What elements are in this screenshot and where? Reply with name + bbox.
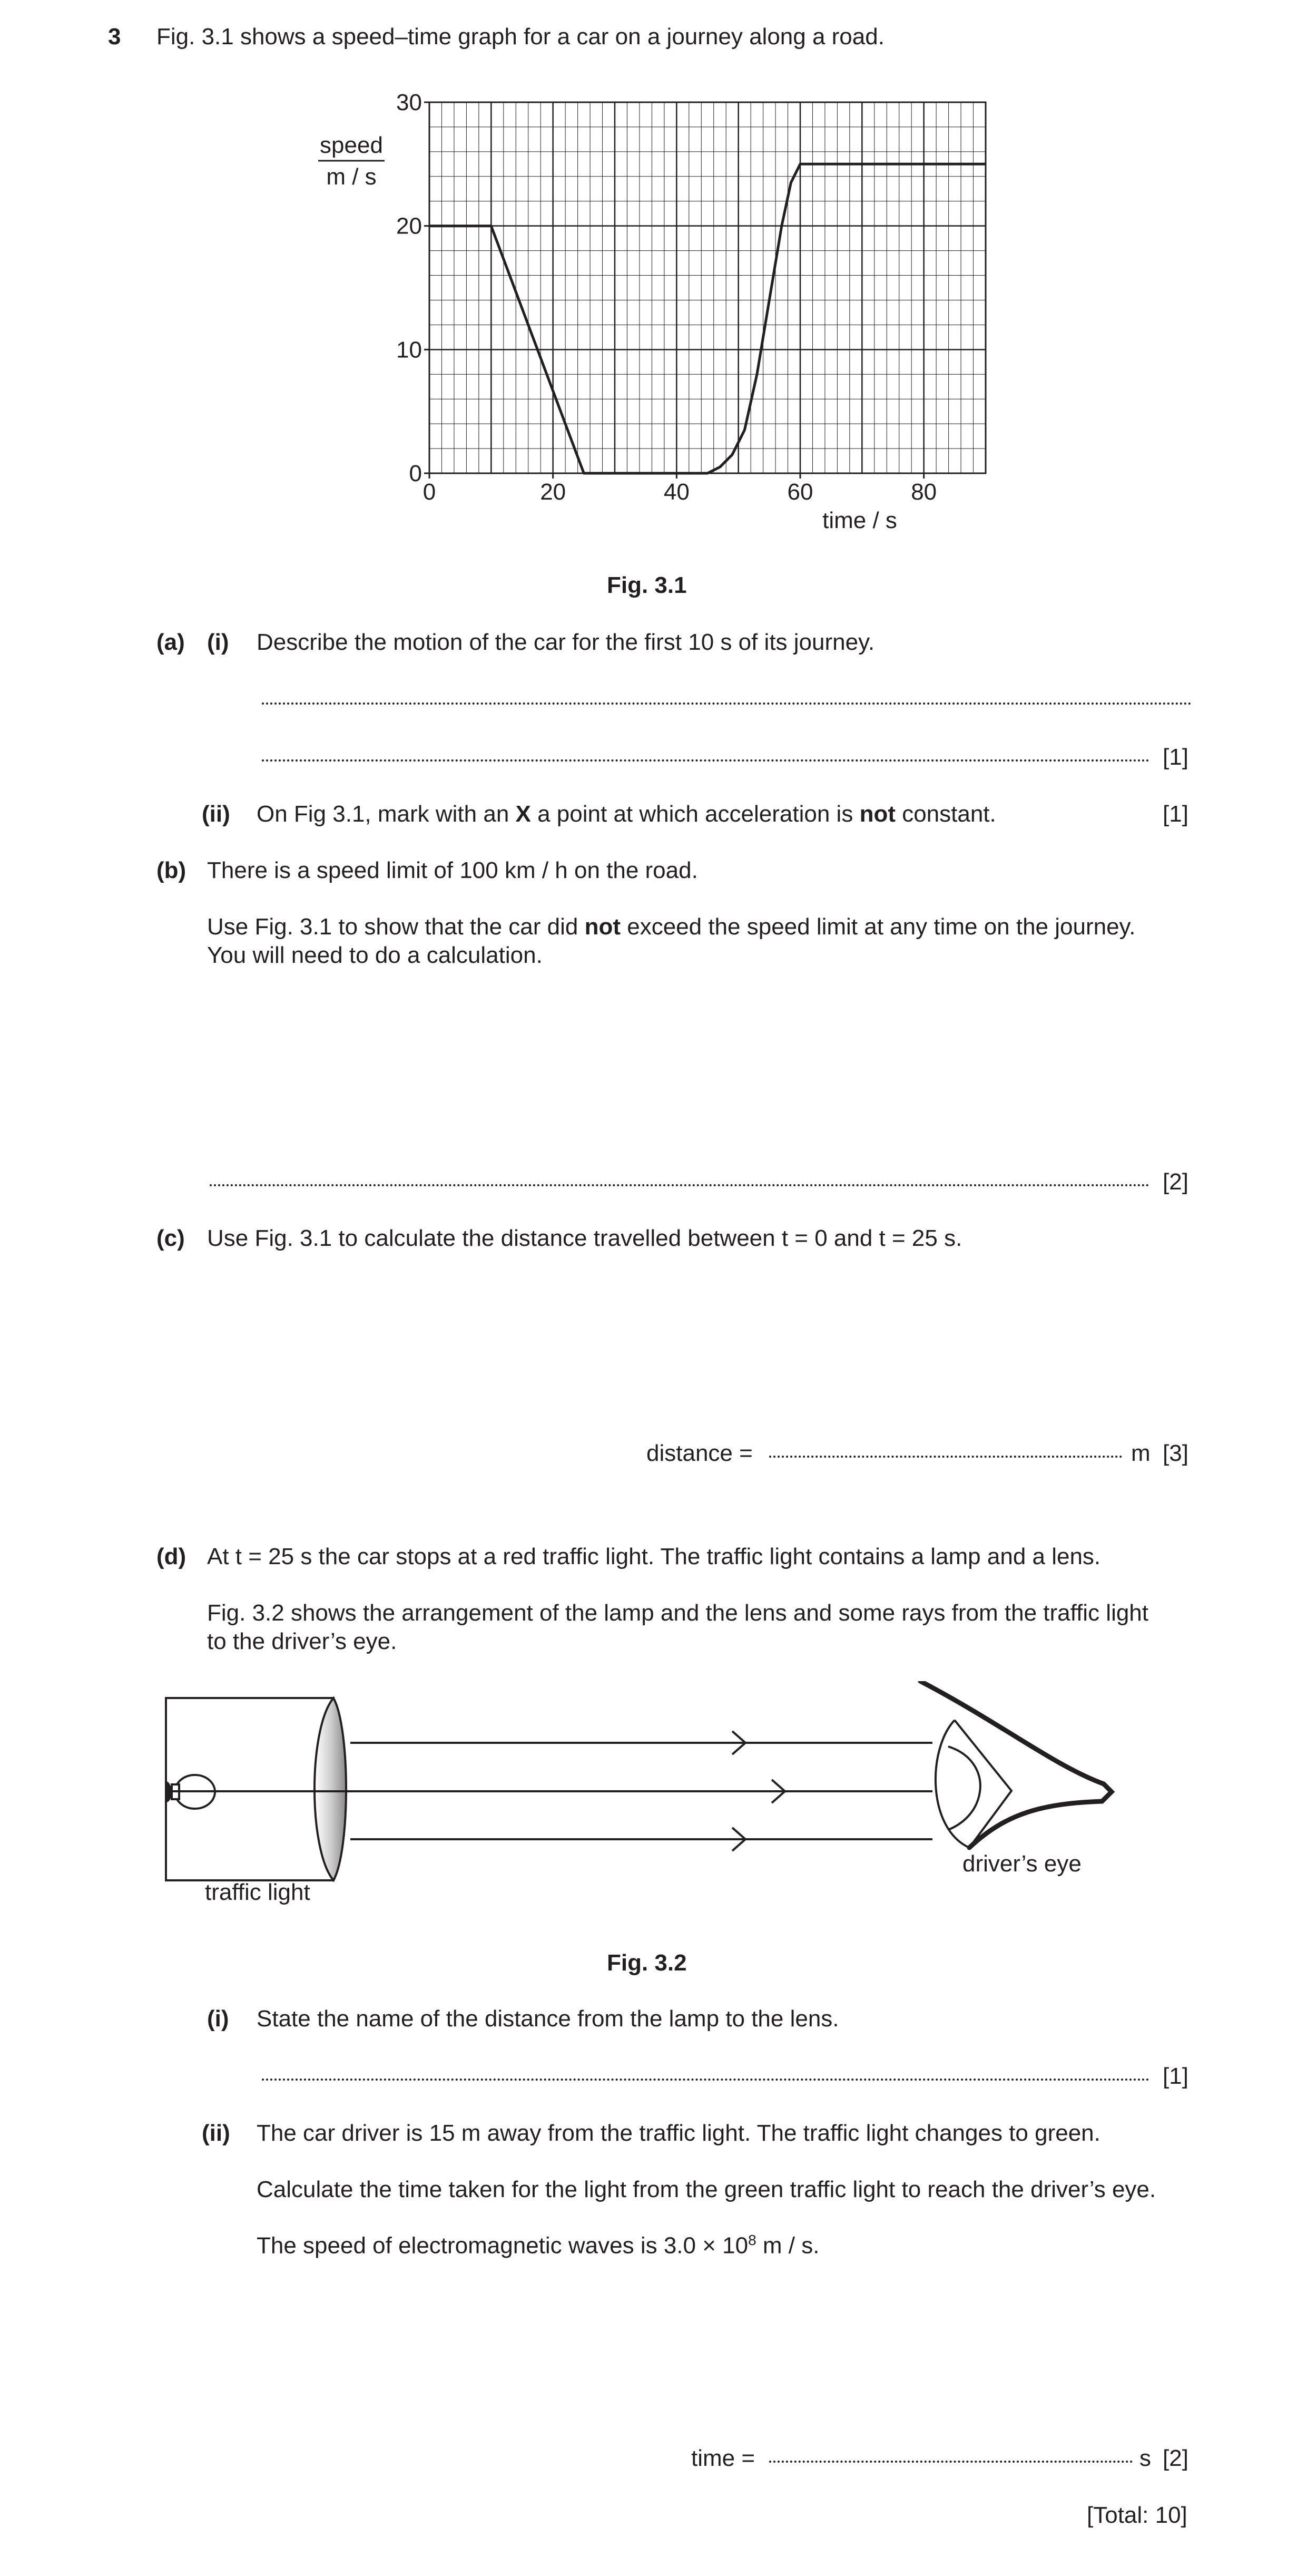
part-d-text: At t = 25 s the car stops at a red traffic light. The traffic light contains a lamp and a lens. <box>207 1544 1101 1569</box>
total-marks: [Total: 10] <box>1087 2502 1187 2528</box>
part-b-text: There is a speed limit of 100 km / h on the road. <box>207 857 698 883</box>
part-d-ii-text3: The speed of electromagnetic waves is $3.0 \times 10^8$ m / s. <box>257 2232 820 2259</box>
part-d-i-label: (i) <box>207 2006 229 2032</box>
part-a-ii-text: On Fig 3.1, mark with an X a point at which acceleration is not constant. <box>257 801 996 827</box>
distance-answer-label: distance = <box>646 1440 753 1466</box>
y-tick-label: 10 <box>396 337 422 363</box>
distance-unit: m <box>1131 1440 1151 1466</box>
time-answer-line[interactable] <box>769 2461 1133 2463</box>
time-unit: s <box>1139 2445 1151 2471</box>
part-d-i-text: State the name of the distance from the lamp to the lens. <box>257 2006 839 2032</box>
x-tick-label: 80 <box>911 479 937 505</box>
answer-line-d-i[interactable] <box>262 2079 1149 2081</box>
part-d-label: (d) <box>156 1544 186 1569</box>
part-c-label: (c) <box>156 1225 185 1251</box>
marks-a-ii: [1] <box>1163 801 1188 827</box>
question-number: 3 <box>108 24 121 50</box>
y-tick-label: 30 <box>396 90 422 115</box>
fig32-caption: Fig. 3.2 <box>607 1950 687 1976</box>
speed-series-line <box>429 164 986 473</box>
traffic-light-label: traffic light <box>205 1879 310 1905</box>
drivers-eye-label: driver’s eye <box>962 1851 1082 1877</box>
x-tick-label: 0 <box>422 479 436 505</box>
x-tick-label: 20 <box>540 479 566 505</box>
part-c-text: Use Fig. 3.1 to calculate the distance travelled between t = 0 and t = 25 s. <box>207 1225 962 1251</box>
answer-line-a-i-2[interactable] <box>262 759 1149 762</box>
graph-minor-grid <box>429 102 986 473</box>
fig31-caption: Fig. 3.1 <box>607 572 687 598</box>
marks-a-i: [1] <box>1163 744 1188 770</box>
part-b-line2: Use Fig. 3.1 to show that the car did not exceed the speed limit at any time on the journey. <box>207 914 1136 940</box>
plot-border <box>429 102 986 473</box>
answer-line-a-i-1[interactable] <box>262 702 1192 705</box>
part-d-text2-line2: to the driver’s eye. <box>207 1628 397 1654</box>
x-tick-label: 60 <box>787 479 813 505</box>
x-axis-label: time / s <box>822 508 897 533</box>
speed-time-graph <box>306 84 1001 548</box>
part-d-text2-line1: Fig. 3.2 shows the arrangement of the lamp and the lens and some rays from the traffic light <box>207 1600 1149 1626</box>
part-a-label: (a) <box>156 629 185 655</box>
y-tick-label: 0 <box>409 461 422 486</box>
graph-axes <box>429 102 986 473</box>
part-d-ii-text2: Calculate the time taken for the light from the green traffic light to reach the driver’s eye. <box>257 2177 1156 2202</box>
answer-line-b[interactable] <box>210 1184 1149 1186</box>
distance-answer-line[interactable] <box>769 1456 1122 1458</box>
x-tick-label: 40 <box>663 479 690 505</box>
part-d-ii-label: (ii) <box>202 2120 230 2146</box>
y-axis-label-unit: m / s <box>326 164 377 190</box>
part-a-i-text: Describe the motion of the car for the first 10 s of its journey. <box>257 629 875 655</box>
question-intro: Fig. 3.1 shows a speed–time graph for a car on a journey along a road. <box>156 24 885 50</box>
y-tick-label: 20 <box>396 213 422 239</box>
y-axis-label-speed: speed <box>320 132 383 158</box>
part-a-i-label: (i) <box>207 629 229 655</box>
marks-c: [3] <box>1163 1440 1188 1466</box>
part-d-ii-text1: The car driver is 15 m away from the traffic light. The traffic light changes to green. <box>257 2120 1100 2146</box>
time-answer-label: time = <box>691 2445 755 2471</box>
part-b-line3: You will need to do a calculation. <box>207 942 543 968</box>
eye-icon <box>920 1681 1112 1848</box>
graph-major-grid <box>429 102 986 473</box>
part-b-label: (b) <box>156 857 186 883</box>
marks-b: [2] <box>1163 1169 1188 1195</box>
part-a-ii-label: (ii) <box>202 801 230 827</box>
marks-d-i: [1] <box>1163 2063 1188 2089</box>
marks-d-ii: [2] <box>1163 2445 1188 2471</box>
